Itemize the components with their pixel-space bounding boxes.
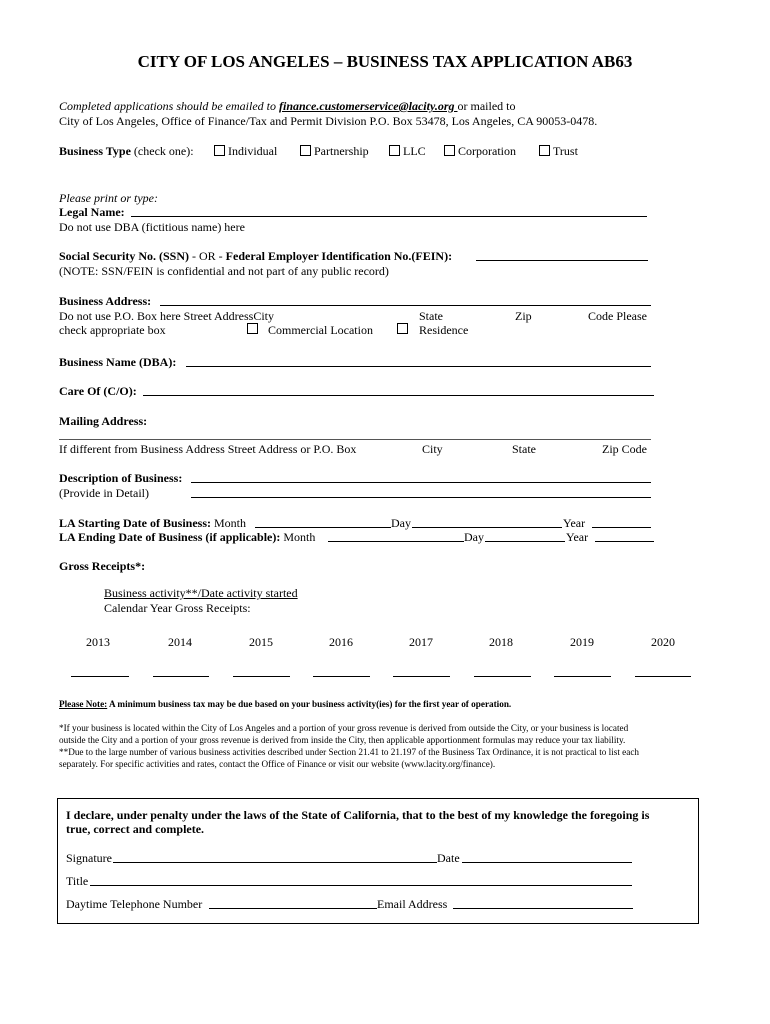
end-year-label: Year [566,530,589,544]
option-corporation: Corporation [458,144,516,158]
mailing-address-label: Mailing Address: [59,414,148,428]
please-note-text: A minimum business tax may be due based on your business activity(ies) for the first year of operation. [107,699,512,709]
end-date-label: LA Ending Date of Business (if applicable): [59,530,281,544]
declaration-line-1: I declare, under penalty under the laws of the State of California, that to the best of my knowledge the foregoing is [66,808,650,822]
start-day-label: Day [391,516,411,530]
legal-name-field[interactable] [131,216,647,217]
signature-field[interactable] [113,862,437,863]
ssn-label-b: Federal Employer Identification No.(FEIN): [225,249,453,263]
start-year-field[interactable] [592,527,651,528]
page-title: CITY OF LOS ANGELES – BUSINESS TAX APPLICATION AB63 [137,52,633,71]
footnote-line-1: *If your business is located within the City of Los Angeles and a portion of your gross revenue is derived from outside the City, or your business is located [59,723,629,733]
intro-line-1 [59,100,515,112]
business-activity-label: Business activity**/Date activity started [104,586,298,600]
signature-label: Signature [66,851,112,865]
start-month-field[interactable] [255,527,391,528]
option-individual: Individual [228,144,278,158]
gross-field-2015[interactable] [233,676,290,677]
phone-field[interactable] [209,908,377,909]
business-type-title: Business Type [59,144,131,158]
start-year-label: Year [563,516,586,530]
business-address-field[interactable] [160,305,651,306]
legal-name-label: Legal Name: [59,205,125,219]
business-address-row1: Do not use P.O. Box here Street AddressCity [59,309,274,323]
business-address-state: State [419,309,443,323]
description-field-2[interactable] [191,497,651,498]
description-label: Description of Business: [59,471,183,485]
gross-field-2018[interactable] [474,676,531,677]
intro-suffix: or mailed to [457,99,516,113]
option-llc: LLC [403,144,426,158]
footnote-line-3: **Due to the large number of various business activities described under Section 21.41 to 21.197 of the Business Tax Ordinance, it is not practical to list each [59,747,639,757]
start-date-label: LA Starting Date of Business: [59,516,212,530]
mailing-sub-label: If different from Business Address Street Address or P.O. Box [59,442,357,456]
checkbox-individual[interactable] [214,145,225,156]
mailing-city: City [422,442,443,456]
end-date-row [59,531,315,543]
gross-receipts-label: Gross Receipts*: [59,559,146,573]
declaration-line-2: true, correct and complete. [66,822,205,836]
end-month-label: Month [283,530,316,544]
checkbox-llc[interactable] [389,145,400,156]
gross-field-2014[interactable] [153,676,209,677]
care-of-field[interactable] [143,395,654,396]
footnote-line-2: outside the City and a portion of your gross revenue is derived from inside the City, then applicable apportionment formulas may reduce your tax liability. [59,735,626,745]
finance-email-link[interactable]: finance.customerservice@lacity.org [278,99,458,113]
residence-label: Residence [419,323,469,337]
footnote-line-4: separately. For specific activities and rates, contact the Office of Finance or visit our website (www.lacity.org/finance). [59,759,496,769]
start-month-label: Month [214,516,247,530]
option-partnership: Partnership [314,144,369,158]
email-label: Email Address [377,897,448,911]
ssn-note: (NOTE: SSN/FEIN is confidential and not part of any public record) [59,264,389,278]
ssn-fein-field[interactable] [476,260,648,261]
intro-prefix: Completed applications should be emailed to [59,99,279,113]
business-type-hint: (check one): [130,144,194,158]
mailing-address-field[interactable] [59,439,651,440]
business-type-label [59,145,194,157]
end-day-field[interactable] [485,541,565,542]
print-hint: Please print or type: [59,191,158,205]
description-note: (Provide in Detail) [59,486,149,500]
business-address-label: Business Address: [59,294,152,308]
please-note-label: Please Note: [59,699,108,709]
start-date-row [59,517,246,529]
dba-label: Business Name (DBA): [59,355,177,369]
date-field[interactable] [462,862,632,863]
email-field[interactable] [453,908,633,909]
gross-field-2016[interactable] [313,676,370,677]
description-field-1[interactable] [191,482,651,483]
end-day-label: Day [464,530,484,544]
date-label: Date [437,851,460,865]
ssn-label [59,250,452,262]
intro-line-2: City of Los Angeles, Office of Finance/Tax and Permit Division P.O. Box 53478, Los Angeles, CA 90053-0478. [59,114,598,128]
gross-field-2020[interactable] [635,676,691,677]
business-address-code-please: Code Please [588,309,647,323]
title-field[interactable] [90,885,632,886]
checkbox-trust[interactable] [539,145,550,156]
checkbox-corporation[interactable] [444,145,455,156]
legal-name-note: Do not use DBA (fictitious name) here [59,220,245,234]
gross-field-2019[interactable] [554,676,611,677]
checkbox-partnership[interactable] [300,145,311,156]
gross-field-2013[interactable] [71,676,129,677]
business-address-zip: Zip [515,309,532,323]
gross-field-2017[interactable] [393,676,450,677]
business-address-row2: check appropriate box [59,323,166,337]
phone-label: Daytime Telephone Number [66,897,203,911]
checkbox-residence[interactable] [397,323,408,334]
ssn-label-a: Social Security No. (SSN) [59,249,189,263]
title-label: Title [66,874,89,888]
option-trust: Trust [553,144,578,158]
end-month-field[interactable] [328,541,464,542]
ssn-or: - OR - [189,249,226,263]
commercial-label: Commercial Location [268,323,373,337]
care-of-label: Care Of (C/O): [59,384,137,398]
please-note [59,700,511,709]
start-day-field[interactable] [412,527,562,528]
dba-field[interactable] [186,366,651,367]
mailing-state: State [512,442,536,456]
mailing-zip: Zip Code [602,442,647,456]
calendar-year-label: Calendar Year Gross Receipts: [104,601,251,615]
checkbox-commercial[interactable] [247,323,258,334]
end-year-field[interactable] [595,541,654,542]
